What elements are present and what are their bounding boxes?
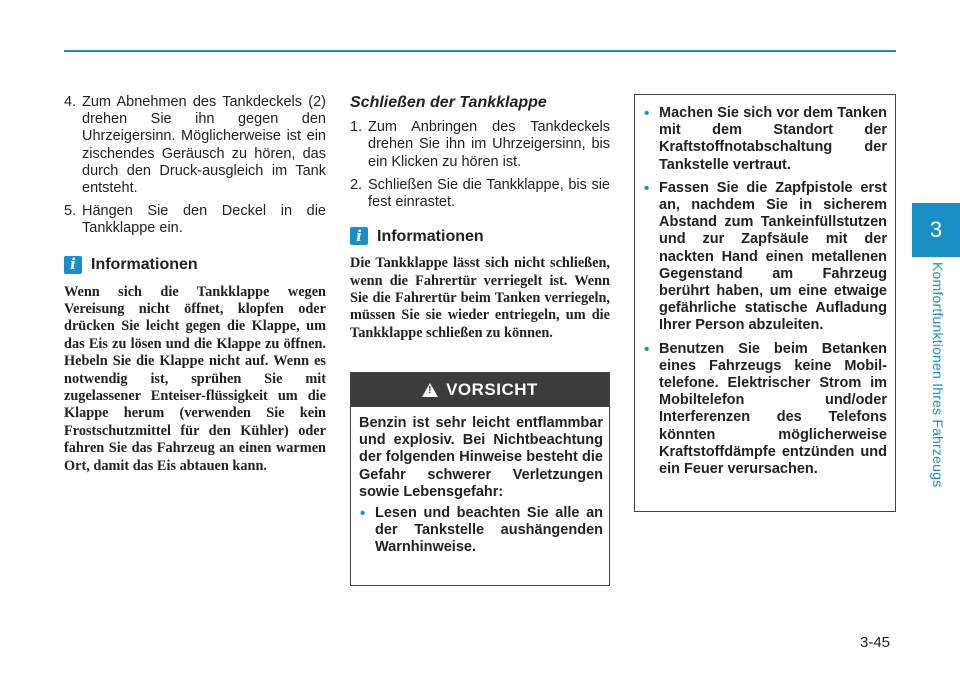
info-icon: i <box>64 256 82 274</box>
step-text: Schließen Sie die Tankklappe, bis sie fest einrastet. <box>368 176 610 211</box>
list-item <box>64 94 326 197</box>
caution-continued-box <box>634 94 896 512</box>
list-item <box>64 203 326 237</box>
step-text: Hängen Sie den Deckel in die Tankklappe ein. <box>82 203 326 237</box>
info-heading <box>350 227 610 245</box>
bullet-icon: • <box>644 340 650 358</box>
top-rule <box>64 50 896 52</box>
chapter-side-title: Komfortfunktionen Ihres Fahrzeugs <box>930 262 946 488</box>
page-number: 3-45 <box>860 634 891 651</box>
chapter-tab: 3 <box>912 203 960 257</box>
step-number: 5. <box>64 203 77 220</box>
caution-continued-bullets <box>643 105 887 478</box>
section-title: Schließen der Tankklappe <box>350 94 547 111</box>
step-text: Zum Anbringen des Tankdeckels drehen Sie ihn im Uhrzeigersinn, bis ein Klicken zu hören ist. <box>368 119 610 170</box>
bullet-icon: • <box>644 179 650 197</box>
list-item <box>643 105 887 174</box>
caution-bullets <box>359 505 603 557</box>
caution-box <box>350 372 610 586</box>
steps-list-close <box>350 119 610 211</box>
bullet-text: Lesen und beachten Sie alle an der Tankstelle aushängenden Warnhinweise. <box>375 505 603 556</box>
caution-intro: Benzin ist sehr leicht entflammbar und explosiv. Bei Nichtbeachtung der folgenden Hinweise besteht die Gefahr schwerer Verletzungen sowie Lebensgefahr: <box>359 415 603 500</box>
info-text: Wenn sich die Tankklappe wegen Vereisung nicht öffnet, klopfen oder drücken Sie leicht gegen die Klappe, um das Eis zu lösen und die Klappe zu öffnen. Hebeln Sie die Klappe nicht auf. Wenn es notwendig ist, sprühen Sie mit zugelassener Enteiser-flüssigkeit um die Klappe herum (verwenden Sie kein Frostschutzmittel für den Kühler) oder fahren Sie das Fahrzeug an einen warmen Ort, damit das Eis abtauen kann. <box>64 283 326 474</box>
left-column <box>64 94 326 475</box>
info-title: Informationen <box>377 227 484 245</box>
list-item <box>359 505 603 557</box>
bullet-text: Benutzen Sie beim Betanken eines Fahrzeugs keine Mobil-telefone. Elektrischer Strom im Mobiltelefon und/oder Interferenzen des Telefons könnten möglicherweise Kraftstoffdämpfe entzünden und ein Feuer verursachen. <box>659 340 887 478</box>
warning-triangle-icon: ! <box>422 383 438 397</box>
step-number: 4. <box>64 94 77 110</box>
list-item <box>350 119 610 171</box>
caution-header <box>351 373 609 407</box>
list-item <box>643 180 887 335</box>
info-heading <box>64 256 326 274</box>
caution-body <box>351 407 609 557</box>
middle-column <box>350 94 610 342</box>
step-number: 2. <box>350 176 363 193</box>
step-number: 1. <box>350 119 363 136</box>
list-item <box>643 341 887 479</box>
caution-title: VORSICHT <box>446 380 538 399</box>
list-item <box>350 177 610 211</box>
steps-list-open <box>64 94 326 238</box>
info-text: Die Tankklappe lässt sich nicht schließen, wenn die Fahrertür verriegelt ist. Wenn Sie die Fahrertür beim Tanken verriegeln, müssen Sie sie wieder entriegeln, um die Tankklappe schließen zu können. <box>350 255 610 341</box>
info-icon: i <box>350 227 368 245</box>
bullet-icon: • <box>644 105 650 122</box>
bullet-text: Fassen Sie die Zapfpistole erst an, nachdem Sie in sicherem Abstand zum Tankeinfüllstutzen und zur Zapfsäule mit der nackten Hand einen metallenen Gegenstand am Fahrzeug berührt haben, um eine etwaige gefährliche statische Aufladung Ihrer Person abzuleiten. <box>659 179 887 334</box>
bullet-icon: • <box>360 505 366 523</box>
bullet-text: Machen Sie sich vor dem Tanken mit dem Standort der Kraftstoffnotabschaltung der Tankstelle vertraut. <box>659 105 887 173</box>
info-title: Informationen <box>91 256 198 274</box>
step-text: Zum Abnehmen des Tankdeckels (2) drehen Sie ihn gegen den Uhrzeigersinn. Möglicherweise ist ein zischendes Geräusch zu hören, das durch den Druck-ausgleich im Tank entsteht. <box>82 94 326 197</box>
